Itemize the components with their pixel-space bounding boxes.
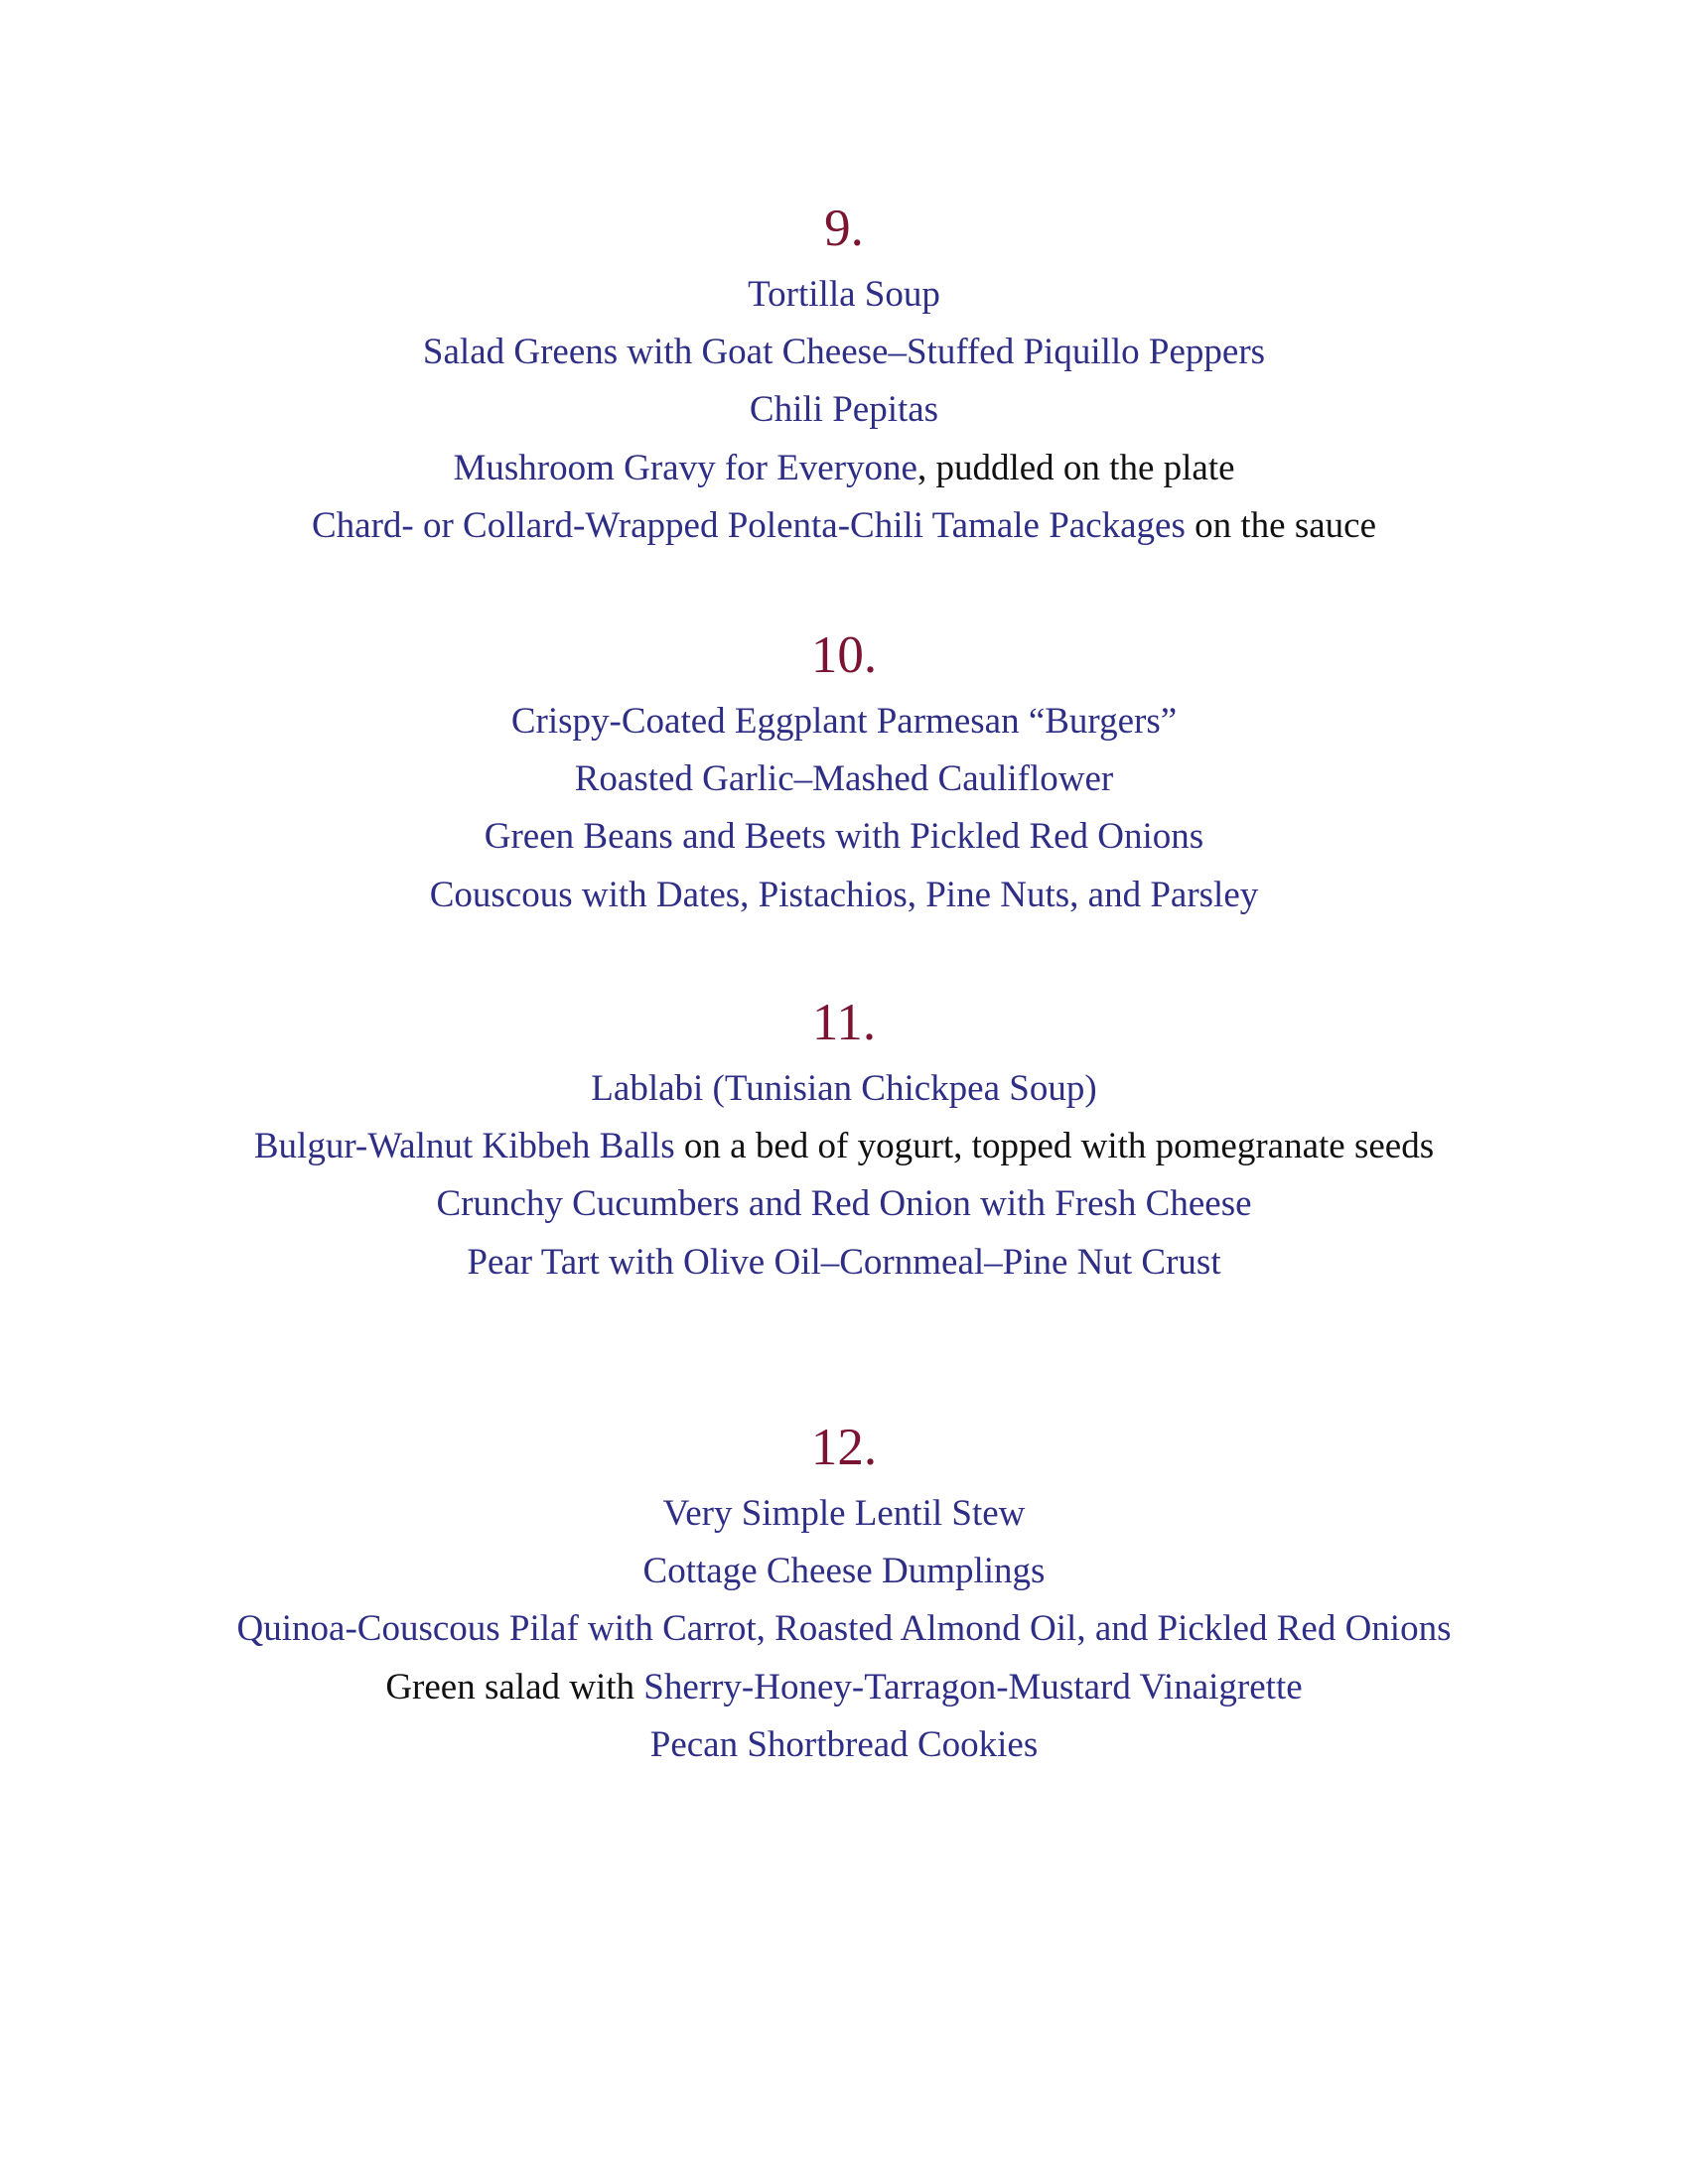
- menu-item: [228, 1234, 1460, 1292]
- menu-item: [228, 1060, 1460, 1118]
- menu-item: [228, 266, 1460, 324]
- recipe-link[interactable]: Pear Tart with Olive Oil–Cornmeal–Pine Nut Crust: [467, 1241, 1221, 1283]
- recipe-link[interactable]: Lablabi (Tunisian Chickpea Soup): [591, 1068, 1097, 1109]
- menu-number: 9.: [824, 200, 864, 257]
- menu-item: [228, 693, 1460, 751]
- menu-item: [228, 1716, 1460, 1774]
- menu-item: [228, 381, 1460, 439]
- menu-section-11: [228, 993, 1460, 1292]
- recipe-link[interactable]: Cottage Cheese Dumplings: [642, 1551, 1046, 1592]
- menu-note: on the sauce: [1185, 504, 1376, 546]
- recipe-link[interactable]: Sherry-Honey-Tarragon-Mustard Vinaigrette: [643, 1666, 1303, 1707]
- menu-note: on a bed of yogurt, topped with pomegranate seeds: [674, 1126, 1435, 1167]
- recipe-link[interactable]: Chard- or Collard-Wrapped Polenta-Chili Tamale Packages: [311, 504, 1186, 546]
- recipe-link[interactable]: Crispy-Coated Eggplant Parmesan “Burgers”: [510, 701, 1178, 742]
- recipe-link[interactable]: Bulgur-Walnut Kibbeh Balls: [253, 1126, 675, 1167]
- recipe-link[interactable]: Couscous with Dates, Pistachios, Pine Nuts, and Parsley: [429, 874, 1259, 915]
- menu-item: [228, 440, 1460, 497]
- recipe-link[interactable]: Salad Greens with Goat Cheese–Stuffed Piquillo Peppers: [422, 332, 1266, 373]
- menu-item: [228, 1175, 1460, 1233]
- menu-section-10: [228, 625, 1460, 924]
- menu-note: Green salad with: [385, 1666, 644, 1707]
- recipe-link[interactable]: Mushroom Gravy for Everyone: [453, 447, 917, 488]
- menu-number: 12.: [810, 1419, 878, 1476]
- menu-item: [228, 1659, 1460, 1716]
- recipe-link[interactable]: Quinoa-Couscous Pilaf with Carrot, Roasted Almond Oil, and Pickled Red Onions: [236, 1608, 1452, 1650]
- menu-item: [228, 867, 1460, 924]
- recipe-link[interactable]: Roasted Garlic–Mashed Cauliflower: [574, 758, 1114, 800]
- menu-item: [228, 324, 1460, 381]
- menu-number: 11.: [811, 994, 877, 1051]
- recipe-link[interactable]: Very Simple Lentil Stew: [662, 1493, 1026, 1534]
- menu-item: [228, 1543, 1460, 1600]
- menu-item: [228, 751, 1460, 808]
- menu-number: 10.: [810, 626, 878, 684]
- menu-item: [228, 497, 1460, 555]
- menu-item: [228, 1485, 1460, 1543]
- menu-item: [228, 1600, 1460, 1658]
- menu-section-9: [228, 199, 1460, 555]
- menu-note: , puddled on the plate: [916, 447, 1235, 488]
- recipe-link[interactable]: Green Beans and Beets with Pickled Red Onions: [484, 816, 1204, 858]
- menu-item: [228, 808, 1460, 866]
- menu-section-12: [228, 1418, 1460, 1774]
- recipe-link[interactable]: Crunchy Cucumbers and Red Onion with Fresh Cheese: [436, 1183, 1252, 1225]
- recipe-link[interactable]: Tortilla Soup: [748, 274, 940, 315]
- menu-item: [228, 1118, 1460, 1175]
- recipe-link[interactable]: Chili Pepitas: [749, 389, 939, 431]
- recipe-link[interactable]: Pecan Shortbread Cookies: [649, 1723, 1039, 1765]
